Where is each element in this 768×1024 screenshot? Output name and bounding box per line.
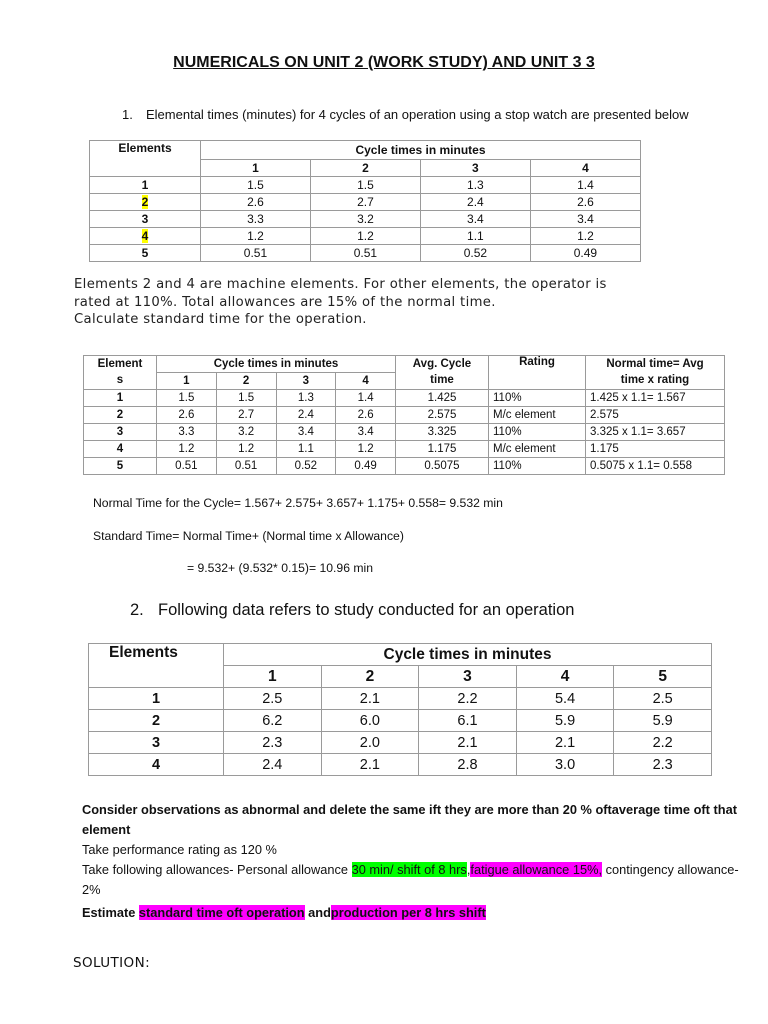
table-cell: 2.4 <box>276 407 336 424</box>
table-header-element <box>84 356 157 390</box>
table-cell: 6.2 <box>224 710 322 732</box>
element-label-highlighted: 2 <box>141 195 149 209</box>
table-cell: 1.2 <box>310 228 420 245</box>
table-cell: 2.4 <box>420 194 530 211</box>
table-row <box>89 710 712 732</box>
question-1-number: 1. <box>122 107 133 122</box>
table-header-cycle: 1 <box>157 373 217 390</box>
table-cell: 1.1 <box>276 441 336 458</box>
table-header-cycle: 4 <box>336 373 396 390</box>
table-cell: 1.3 <box>420 177 530 194</box>
table-header-cycle: 4 <box>530 160 640 177</box>
table-cell: 3.4 <box>276 424 336 441</box>
table-row <box>90 194 641 211</box>
table-cell: 2.1 <box>516 732 614 754</box>
table-cell: 3.2 <box>310 211 420 228</box>
table-cell: 1.5 <box>216 390 276 407</box>
abnormal-observation-note: Consider observations as abnormal and delete the same ift they are more than 20 % oftaverage time oft that element <box>82 802 737 837</box>
table-cell: 1.5 <box>310 177 420 194</box>
standard-time-formula: Standard Time= Normal Time+ (Normal time x Allowance) <box>93 529 404 543</box>
element-label: 1 <box>84 390 157 407</box>
avg-cell: 2.575 <box>396 407 489 424</box>
table-row <box>90 245 641 262</box>
statement-line: Elements 2 and 4 are machine elements. For other elements, the operator is <box>74 277 607 292</box>
avg-cell: 1.425 <box>396 390 489 407</box>
rating-cell: M/c element <box>489 407 586 424</box>
table-cell: 6.1 <box>419 710 517 732</box>
estimate-connector: and <box>304 905 331 920</box>
table-header-rating: Rating <box>489 356 586 390</box>
standard-time-result: = 9.532+ (9.532* 0.15)= 10.96 min <box>187 561 373 575</box>
table-header-elements: Elements <box>89 644 224 688</box>
table-row <box>84 390 725 407</box>
allowances-separator: , <box>466 862 471 877</box>
element-label: 2 <box>89 710 224 732</box>
question-1-statement <box>74 276 607 329</box>
table-cell: 3.3 <box>201 211 311 228</box>
performance-rating-note: Take performance rating as 120 % <box>82 842 277 857</box>
estimate-text: Estimate <box>82 905 139 920</box>
table-row <box>89 688 712 710</box>
allowances-text: Take following allowances- Personal allowance <box>82 862 352 877</box>
avg-cell: 3.325 <box>396 424 489 441</box>
table-header-cycle: 3 <box>419 666 517 688</box>
table-cell: 1.2 <box>530 228 640 245</box>
fatigue-allowance-highlight: fatigue allowance 15%, <box>470 862 603 877</box>
table-cell: 5.9 <box>614 710 712 732</box>
statement-line: rated at 110%. Total allowances are 15% of the normal time. <box>74 294 496 310</box>
element-label: 5 <box>84 458 157 475</box>
table-header-cycle: 2 <box>321 666 419 688</box>
production-highlight: production per 8 hrs shift <box>330 905 486 920</box>
table-row <box>90 177 641 194</box>
header-line: Avg. Cycle <box>412 358 472 370</box>
table-cell: 0.51 <box>310 245 420 262</box>
table-cell: 5.4 <box>516 688 614 710</box>
table-cell: 2.0 <box>321 732 419 754</box>
table-row <box>84 458 725 475</box>
table-cell: 3.2 <box>216 424 276 441</box>
table-cell: 2.1 <box>321 688 419 710</box>
element-label: 3 <box>89 732 224 754</box>
header-line: Normal time= Avg <box>606 358 704 370</box>
estimate-task <box>82 903 752 923</box>
rating-cell: 110% <box>489 424 586 441</box>
table-row <box>89 754 712 776</box>
table-cell: 1.4 <box>336 390 396 407</box>
table-cell: 2.3 <box>614 754 712 776</box>
table-cell: 2.5 <box>224 688 322 710</box>
table-cell: 0.51 <box>216 458 276 475</box>
table-header-cycle: 5 <box>614 666 712 688</box>
table-cell: 2.7 <box>310 194 420 211</box>
table-cell: 1.3 <box>276 390 336 407</box>
page-title: NUMERICALS ON UNIT 2 (WORK STUDY) AND UNIT 3 3 <box>173 54 595 71</box>
avg-cell: 1.175 <box>396 441 489 458</box>
rating-cell: 110% <box>489 458 586 475</box>
statement-line: Calculate standard time for the operation. <box>74 312 367 327</box>
element-label: 3 <box>84 424 157 441</box>
table-cell: 2.8 <box>419 754 517 776</box>
table-cell: 3.3 <box>157 424 217 441</box>
table-cell: 2.1 <box>321 754 419 776</box>
allowances-note <box>82 860 752 900</box>
table-row <box>89 732 712 754</box>
table-cell: 1.2 <box>216 441 276 458</box>
element-label: 5 <box>90 245 201 262</box>
normal-time-cell: 2.575 <box>586 407 725 424</box>
table-cell: 1.1 <box>420 228 530 245</box>
table-cell: 3.0 <box>516 754 614 776</box>
element-label-highlighted: 4 <box>141 229 149 243</box>
table-header-cycle: 4 <box>516 666 614 688</box>
personal-allowance-highlight: 30 min/ shift of 8 hrs <box>351 862 467 877</box>
element-label: 1 <box>90 177 201 194</box>
standard-time-highlight: standard time oft operation <box>138 905 305 920</box>
table-header-cycle: 2 <box>310 160 420 177</box>
table-cell: 2.6 <box>157 407 217 424</box>
table-row <box>90 211 641 228</box>
element-label: 2 <box>84 407 157 424</box>
normal-time-cell: 3.325 x 1.1= 3.657 <box>586 424 725 441</box>
table-cell: 2.2 <box>614 732 712 754</box>
question-2-number: 2. <box>130 601 144 619</box>
table-cell: 1.2 <box>157 441 217 458</box>
rating-cell: 110% <box>489 390 586 407</box>
solution-1-table <box>83 355 725 475</box>
table-header-cycle: 2 <box>216 373 276 390</box>
table-cell: 1.5 <box>201 177 311 194</box>
table-header-cycle: 1 <box>201 160 311 177</box>
table-header-cycle: 1 <box>224 666 322 688</box>
question-1 <box>122 107 689 122</box>
question-1-text: Elemental times (minutes) for 4 cycles of an operation using a stop watch are presented below <box>146 107 689 122</box>
table-row <box>90 228 641 245</box>
table-header-cycle: 3 <box>420 160 530 177</box>
normal-time-cell: 1.425 x 1.1= 1.567 <box>586 390 725 407</box>
table-cell: 1.5 <box>157 390 217 407</box>
table-header-normal-time <box>586 356 725 390</box>
table-cell: 0.51 <box>157 458 217 475</box>
element-label: 3 <box>90 211 201 228</box>
rating-cell: M/c element <box>489 441 586 458</box>
normal-time-formula: Normal Time for the Cycle= 1.567+ 2.575+ 3.657+ 1.175+ 0.558= 9.532 min <box>93 496 503 510</box>
table-cell: 3.4 <box>336 424 396 441</box>
table-cell: 2.3 <box>224 732 322 754</box>
table-cell: 1.2 <box>201 228 311 245</box>
table-cell: 0.52 <box>276 458 336 475</box>
table-cell: 2.5 <box>614 688 712 710</box>
header-line: time x rating <box>620 374 690 386</box>
table-row <box>84 424 725 441</box>
table-cell: 5.9 <box>516 710 614 732</box>
element-label: 4 <box>84 441 157 458</box>
table-cell: 2.7 <box>216 407 276 424</box>
table-cell: 3.4 <box>420 211 530 228</box>
table-cell: 3.4 <box>530 211 640 228</box>
element-label: 4 <box>89 754 224 776</box>
table-cell: 2.6 <box>336 407 396 424</box>
table-header-elements: Elements <box>90 141 201 177</box>
table-row <box>84 441 725 458</box>
table-cell: 1.4 <box>530 177 640 194</box>
normal-time-cell: 0.5075 x 1.1= 0.558 <box>586 458 725 475</box>
header-line: time <box>430 374 454 386</box>
table-header-cycle-times: Cycle times in minutes <box>201 141 641 160</box>
table-cell: 0.49 <box>530 245 640 262</box>
table-cell: 2.2 <box>419 688 517 710</box>
table-cell: 6.0 <box>321 710 419 732</box>
avg-cell: 0.5075 <box>396 458 489 475</box>
question-2 <box>130 601 574 620</box>
question-2-text: Following data refers to study conducted for an operation <box>158 601 575 619</box>
table-header-avg <box>396 356 489 390</box>
table-cell: 0.52 <box>420 245 530 262</box>
table-row <box>84 407 725 424</box>
header-line: s <box>116 374 124 386</box>
table-header-cycle: 3 <box>276 373 336 390</box>
question-1-table <box>89 140 641 262</box>
table-cell: 0.49 <box>336 458 396 475</box>
table-cell: 2.6 <box>201 194 311 211</box>
table-header-cycle-times: Cycle times in minutes <box>224 644 712 666</box>
solution-label: SOLUTION: <box>73 955 151 971</box>
table-header-cycle-times: Cycle times in minutes <box>157 356 396 373</box>
normal-time-cell: 1.175 <box>586 441 725 458</box>
contingency-allowance-text: contingency allowance- 2% <box>82 862 739 897</box>
table-cell: 2.4 <box>224 754 322 776</box>
table-cell: 2.1 <box>419 732 517 754</box>
table-cell: 0.51 <box>201 245 311 262</box>
question-2-table <box>88 643 712 776</box>
table-cell: 2.6 <box>530 194 640 211</box>
header-line: Element <box>97 358 143 370</box>
table-cell: 1.2 <box>336 441 396 458</box>
element-label: 1 <box>89 688 224 710</box>
